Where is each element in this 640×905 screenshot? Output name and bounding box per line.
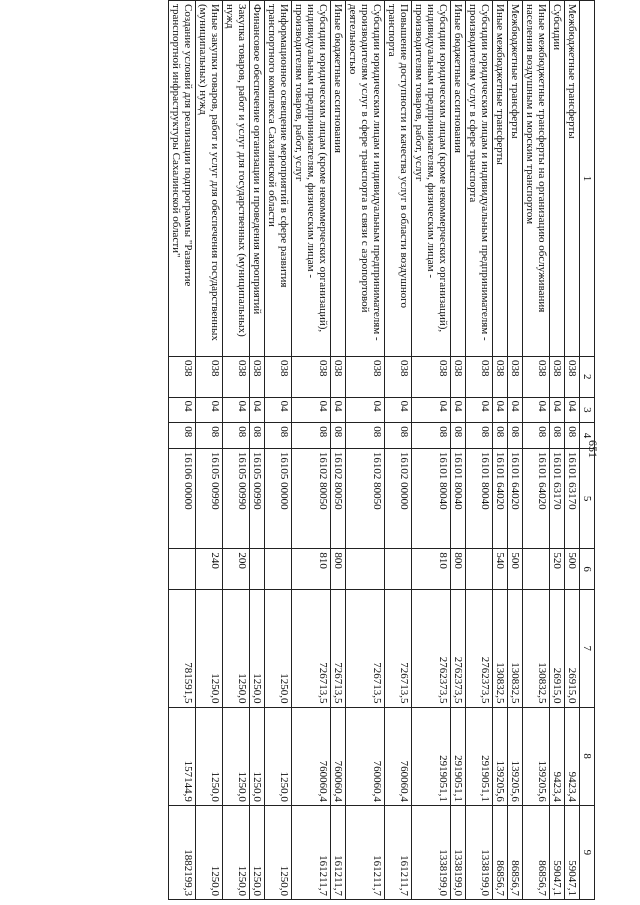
amount-col9: 1338199,0 — [451, 805, 466, 899]
expense-type: 520 — [550, 549, 565, 590]
amount-col7: 2762373,5 — [466, 589, 493, 707]
section-code: 04 — [292, 397, 331, 423]
table-row — [466, 1, 493, 900]
amount-col9: 1338199,0 — [412, 805, 451, 899]
amount-col8: 139205,6 — [508, 707, 523, 805]
target-article: 16101 64020 — [523, 448, 550, 548]
amount-col9: 1250,0 — [223, 805, 250, 899]
target-article: 16105 00990 — [196, 448, 223, 548]
table-row — [292, 1, 331, 900]
section-code: 04 — [451, 397, 466, 423]
amount-col8: 2919051,1 — [412, 707, 451, 805]
section-code: 04 — [523, 397, 550, 423]
amount-col9: 161211,7 — [292, 805, 331, 899]
subsection-code: 08 — [412, 423, 451, 449]
row-name: Субсидии — [550, 1, 565, 357]
section-code: 04 — [346, 397, 385, 423]
table-row — [196, 1, 223, 900]
amount-col9: 161211,7 — [385, 805, 412, 899]
subsection-code: 08 — [550, 423, 565, 449]
target-article: 16102 80050 — [292, 448, 331, 548]
row-name: Межбюджетные трансферты — [565, 1, 580, 357]
expense-type: 800 — [331, 549, 346, 590]
subsection-code: 08 — [466, 423, 493, 449]
row-name: Субсидии юридическим лицам (кроме некоммерческих организаций), индивидуальным предпринимателям, физическим лицам - производителям товаров, работ, услуг — [412, 1, 451, 357]
amount-col9: 86856,7 — [523, 805, 550, 899]
chapter-code: 038 — [250, 356, 265, 397]
chapter-code: 038 — [412, 356, 451, 397]
table-row — [508, 1, 523, 900]
subsection-code: 08 — [493, 423, 508, 449]
subsection-code: 08 — [292, 423, 331, 449]
amount-col9: 59047,1 — [550, 805, 565, 899]
target-article: 16102 80050 — [346, 448, 385, 548]
amount-col8: 9423,4 — [565, 707, 580, 805]
table-row — [451, 1, 466, 900]
table-row — [385, 1, 412, 900]
section-code: 04 — [385, 397, 412, 423]
row-name: Субсидии юридическим лицам и индивидуальным предпринимателям - производителям услуг в сфере транспорта в связи с аэропортовой деятельностью — [346, 1, 385, 357]
table-row — [493, 1, 508, 900]
row-name: Создание условий для реализации подпрограммы "Развитие транспортной инфраструктуры Сахалинской области" — [169, 1, 196, 357]
chapter-code: 038 — [550, 356, 565, 397]
row-name: Субсидии юридическим лицам (кроме некоммерческих организаций), индивидуальным предпринимателям, физическим лицам - производителям товаров, работ, услуг — [292, 1, 331, 357]
amount-col9: 161211,7 — [331, 805, 346, 899]
expense-type: 810 — [412, 549, 451, 590]
amount-col8: 760060,4 — [385, 707, 412, 805]
budget-table-sheet — [35, 0, 595, 905]
row-name: Иные межбюджетные трансферты — [493, 1, 508, 357]
header-cell: 3 — [580, 397, 595, 423]
target-article: 16101 80040 — [451, 448, 466, 548]
table-row — [265, 1, 292, 900]
section-code: 04 — [169, 397, 196, 423]
target-article: 16105 00990 — [250, 448, 265, 548]
row-name: Информационное освещение мероприятий в сфере развития транспортного комплекса Сахалинской области — [265, 1, 292, 357]
row-name: Закупка товаров, работ и услуг для государственных (муниципальных) нужд — [223, 1, 250, 357]
amount-col7: 26915,0 — [565, 589, 580, 707]
target-article: 16101 80040 — [466, 448, 493, 548]
section-code: 04 — [565, 397, 580, 423]
expense-type: 800 — [451, 549, 466, 590]
amount-col7: 2762373,5 — [412, 589, 451, 707]
chapter-code: 038 — [265, 356, 292, 397]
target-article: 16101 63170 — [550, 448, 565, 548]
expense-type: 240 — [196, 549, 223, 590]
amount-col8: 9423,4 — [550, 707, 565, 805]
header-cell: 8 — [580, 707, 595, 805]
subsection-code: 08 — [508, 423, 523, 449]
amount-col8: 760060,4 — [331, 707, 346, 805]
amount-col9: 1250,0 — [196, 805, 223, 899]
table-row — [169, 1, 196, 900]
amount-col9: 161211,7 — [346, 805, 385, 899]
amount-col9: 1338199,0 — [466, 805, 493, 899]
subsection-code: 08 — [250, 423, 265, 449]
subsection-code: 08 — [169, 423, 196, 449]
amount-col9: 1882199,3 — [169, 805, 196, 899]
row-name: Межбюджетные трансферты — [508, 1, 523, 357]
amount-col7: 781591,5 — [169, 589, 196, 707]
amount-col8: 1250,0 — [250, 707, 265, 805]
section-code: 04 — [550, 397, 565, 423]
header-cell: 7 — [580, 589, 595, 707]
section-code: 04 — [265, 397, 292, 423]
target-article: 16105 00000 — [265, 448, 292, 548]
chapter-code: 038 — [292, 356, 331, 397]
chapter-code: 038 — [331, 356, 346, 397]
target-article: 16102 00000 — [385, 448, 412, 548]
row-name: Иные межбюджетные трансферты на организацию обслуживания населения воздушным и морским транспортом — [523, 1, 550, 357]
budget-table — [168, 0, 595, 900]
expense-type: 810 — [292, 549, 331, 590]
subsection-code: 08 — [451, 423, 466, 449]
section-code: 04 — [466, 397, 493, 423]
target-article: 16101 63170 — [565, 448, 580, 548]
section-code: 04 — [250, 397, 265, 423]
chapter-code: 038 — [565, 356, 580, 397]
section-code: 04 — [196, 397, 223, 423]
amount-col7: 26915,0 — [550, 589, 565, 707]
target-article: 16101 64020 — [508, 448, 523, 548]
expense-type: 540 — [493, 549, 508, 590]
header-cell: 1 — [580, 1, 595, 357]
header-cell: 9 — [580, 805, 595, 899]
amount-col7: 1250,0 — [223, 589, 250, 707]
row-name: Иные бюджетные ассигнования — [331, 1, 346, 357]
target-article: 16106 00000 — [169, 448, 196, 548]
section-code: 04 — [331, 397, 346, 423]
row-name: Иные закупки товаров, работ и услуг для обеспечения государственных (муниципальных) нужд — [196, 1, 223, 357]
subsection-code: 08 — [565, 423, 580, 449]
table-row — [550, 1, 565, 900]
chapter-code: 038 — [385, 356, 412, 397]
table-row — [523, 1, 550, 900]
amount-col8: 1250,0 — [265, 707, 292, 805]
amount-col8: 2919051,1 — [451, 707, 466, 805]
amount-col7: 130832,5 — [523, 589, 550, 707]
amount-col7: 726713,5 — [346, 589, 385, 707]
section-code: 04 — [508, 397, 523, 423]
expense-type — [523, 549, 550, 590]
subsection-code: 08 — [331, 423, 346, 449]
amount-col7: 2762373,5 — [451, 589, 466, 707]
chapter-code: 038 — [451, 356, 466, 397]
subsection-code: 08 — [223, 423, 250, 449]
subsection-code: 08 — [196, 423, 223, 449]
amount-col8: 139205,6 — [523, 707, 550, 805]
expense-type — [265, 549, 292, 590]
amount-col8: 760060,4 — [346, 707, 385, 805]
amount-col9: 1250,0 — [250, 805, 265, 899]
expense-type: 500 — [508, 549, 523, 590]
table-row — [412, 1, 451, 900]
subsection-code: 08 — [523, 423, 550, 449]
table-row — [331, 1, 346, 900]
table-row — [565, 1, 580, 900]
row-name: Субсидии юридическим лицам и индивидуальным предпринимателям - производителям услуг в сфере транспорта — [466, 1, 493, 357]
table-row — [223, 1, 250, 900]
expense-type — [250, 549, 265, 590]
expense-type — [169, 549, 196, 590]
row-name: Иные бюджетные ассигнования — [451, 1, 466, 357]
header-cell: 4 — [580, 423, 595, 449]
amount-col7: 726713,5 — [385, 589, 412, 707]
amount-col8: 1250,0 — [223, 707, 250, 805]
amount-col8: 157144,9 — [169, 707, 196, 805]
subsection-code: 08 — [346, 423, 385, 449]
page-number: 651 — [586, 440, 600, 458]
header-cell: 5 — [580, 448, 595, 548]
amount-col8: 2919051,1 — [466, 707, 493, 805]
table-row — [250, 1, 265, 900]
row-name: Финансовое обеспечение организации и проведения мероприятий — [250, 1, 265, 357]
chapter-code: 038 — [169, 356, 196, 397]
amount-col9: 59047,1 — [565, 805, 580, 899]
amount-col9: 1250,0 — [265, 805, 292, 899]
expense-type — [466, 549, 493, 590]
amount-col8: 1250,0 — [196, 707, 223, 805]
header-row — [580, 1, 595, 900]
chapter-code: 038 — [466, 356, 493, 397]
row-name: Повышение доступности и качества услуг в области воздушного транспорта — [385, 1, 412, 357]
header-cell: 2 — [580, 356, 595, 397]
chapter-code: 038 — [508, 356, 523, 397]
amount-col9: 86856,7 — [508, 805, 523, 899]
expense-type: 200 — [223, 549, 250, 590]
amount-col7: 726713,5 — [292, 589, 331, 707]
chapter-code: 038 — [493, 356, 508, 397]
chapter-code: 038 — [346, 356, 385, 397]
section-code: 04 — [223, 397, 250, 423]
amount-col7: 726713,5 — [331, 589, 346, 707]
target-article: 16102 80050 — [331, 448, 346, 548]
amount-col7: 1250,0 — [265, 589, 292, 707]
amount-col7: 1250,0 — [196, 589, 223, 707]
chapter-code: 038 — [523, 356, 550, 397]
chapter-code: 038 — [196, 356, 223, 397]
header-cell: 6 — [580, 549, 595, 590]
amount-col8: 139205,6 — [493, 707, 508, 805]
section-code: 04 — [412, 397, 451, 423]
section-code: 04 — [493, 397, 508, 423]
target-article: 16101 80040 — [412, 448, 451, 548]
expense-type: 500 — [565, 549, 580, 590]
target-article: 16101 64020 — [493, 448, 508, 548]
target-article: 16105 00990 — [223, 448, 250, 548]
expense-type — [346, 549, 385, 590]
amount-col7: 130832,5 — [508, 589, 523, 707]
subsection-code: 08 — [385, 423, 412, 449]
amount-col9: 86856,7 — [493, 805, 508, 899]
chapter-code: 038 — [223, 356, 250, 397]
expense-type — [385, 549, 412, 590]
amount-col7: 1250,0 — [250, 589, 265, 707]
amount-col8: 760060,4 — [292, 707, 331, 805]
amount-col7: 130832,5 — [493, 589, 508, 707]
subsection-code: 08 — [265, 423, 292, 449]
table-row — [346, 1, 385, 900]
